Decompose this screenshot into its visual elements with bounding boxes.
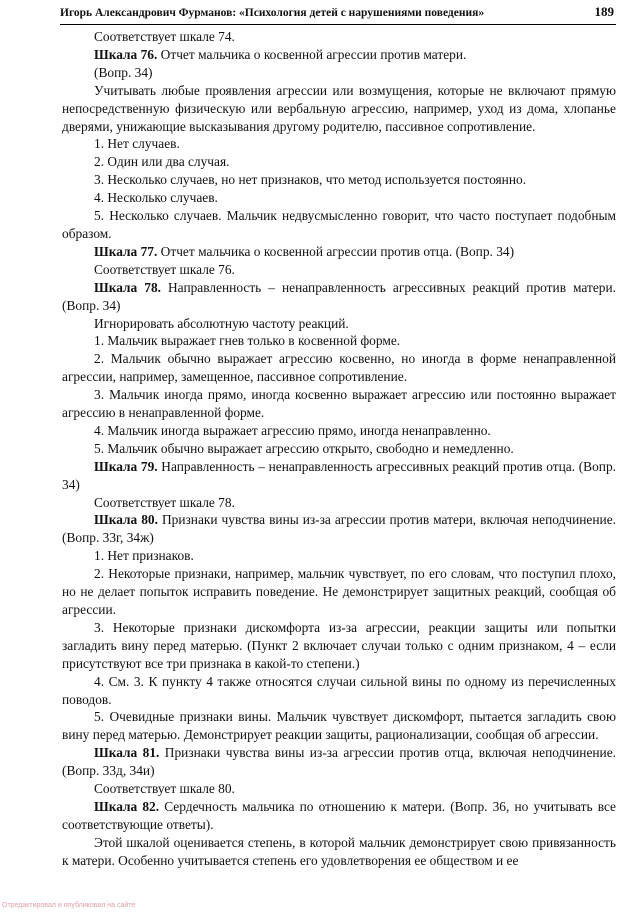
paragraph (62, 422, 616, 440)
paragraph (62, 135, 616, 153)
paragraph (62, 565, 616, 619)
paragraph-text: 3. Мальчик иногда прямо, иногда косвенно выражает агрессию или постоянно выражает агрессию в ненаправленной форме. (62, 387, 616, 421)
scale-label: Шкала 76. (94, 46, 158, 62)
paragraph (62, 708, 616, 744)
paragraph-text: Отчет мальчика о косвенной агрессии против отца. (Вопр. 34) (157, 243, 515, 259)
paragraph (62, 261, 616, 279)
paragraph (62, 619, 616, 673)
paragraph-text: Игнорировать абсолютную частоту реакций. (94, 315, 349, 331)
paragraph (62, 207, 616, 243)
paragraph (62, 494, 616, 512)
paragraph (62, 315, 616, 333)
scale-label: Шкала 79. (94, 458, 158, 474)
paragraph (62, 82, 616, 136)
scale-heading-paragraph (62, 243, 616, 261)
scale-label: Шкала 77. (94, 243, 158, 259)
scale-label: Шкала 81. (94, 745, 160, 761)
paragraph (62, 189, 616, 207)
paragraph (62, 673, 616, 709)
paragraph-text: 1. Мальчик выражает гнев только в косвенной форме. (94, 333, 401, 349)
paragraph (62, 547, 616, 565)
paragraph-text: Признаки чувства вины из-за агрессии против матери, включая неподчинение. (Вопр. 33г, 34ж) (62, 512, 616, 546)
scale-label: Шкала 80. (94, 512, 158, 528)
scale-label: Шкала 82. (94, 798, 160, 814)
scale-heading-paragraph (62, 511, 616, 547)
scale-label: Шкала 78. (94, 279, 161, 295)
paragraph-text: Признаки чувства вины из-за агрессии против отца, включая неподчинение. (Вопр. 33д, 34и) (62, 745, 617, 779)
paragraph-text: (Вопр. 34) (94, 64, 153, 80)
paragraph-text: Сердечность мальчика по отношению к матери. (Вопр. 36, но учитывать все соответствующие ответы). (62, 798, 616, 832)
footer-watermark: Отредактировал и опубликовал на сайте (2, 902, 136, 909)
paragraph-text: Соответствует шкале 76. (94, 261, 235, 277)
paragraph (62, 153, 616, 171)
scale-heading-paragraph (62, 458, 616, 494)
paragraph-text: Направленность – ненаправленность агрессивных реакций против отца. (Вопр. 34) (62, 458, 616, 492)
header-title: Игорь Александрович Фурманов: «Психология детей с нарушениями поведения» (60, 7, 485, 19)
page-number: 189 (594, 4, 614, 19)
paragraph-text: 4. См. 3. К пункту 4 также относятся случаи сильной вины по одному из перечисленных поводов. (62, 673, 616, 707)
paragraph-text: Направленность – ненаправленность агрессивных реакций против матери. (Вопр. 34) (62, 279, 617, 313)
paragraph-text: 5. Мальчик обычно выражает агрессию открыто, свободно и немедленно. (94, 440, 514, 456)
paragraph-text: 2. Некоторые признаки, например, мальчик чувствует, по его словам, что поступил плохо, но не делает попыток исправить поведение. Не демонстрирует защитных реакций, сообщая об агрессии. (62, 566, 616, 617)
paragraph-text: Соответствует шкале 78. (94, 494, 235, 510)
paragraph-text: Соответствует шкале 74. (94, 29, 235, 44)
paragraph-text: Отчет мальчика о косвенной агрессии против матери. (157, 46, 467, 62)
running-header (60, 4, 616, 25)
paragraph (62, 28, 616, 46)
scale-heading-paragraph (62, 798, 616, 834)
paragraph-text: 4. Мальчик иногда выражает агрессию прямо, иногда ненаправленно. (94, 422, 491, 438)
paragraph-text: 5. Очевидные признаки вины. Мальчик чувствует дискомфорт, пытается загладить свою вину перед матерью. Демонстрирует реакции защиты, рационализации, сообщая об агрессии. (62, 709, 616, 743)
body-text (62, 28, 616, 870)
paragraph (62, 780, 616, 798)
paragraph-text: Учитывать любые проявления агрессии или возмущения, которые не включают прямую непосредственную физическую или вербальную агрессию, например, уход из дома, хлопанье дверями, унижающие высказывания другому родителю, пассивное сопротивление. (62, 82, 616, 134)
paragraph-text: Этой шкалой оценивается степень, в которой мальчик демонстрирует свою привязанность к матери. Особенно учитывается степень его удовлетворения ее обществом и ее (62, 834, 616, 868)
paragraph-text: 3. Несколько случаев, но нет признаков, что метод используется постоянно. (94, 172, 527, 188)
scale-heading-paragraph (62, 46, 616, 64)
paragraph-text: 4. Несколько случаев. (94, 190, 218, 206)
scale-heading-paragraph (62, 744, 616, 780)
paragraph (62, 350, 616, 386)
paragraph-text: 2. Мальчик обычно выражает агрессию косвенно, но иногда в форме ненаправленной агрессии, например, замещенное, пассивное сопротивление. (62, 351, 616, 385)
paragraph-text: 1. Нет случаев. (94, 136, 180, 152)
paragraph-text: 1. Нет признаков. (94, 548, 194, 564)
paragraph (62, 64, 616, 82)
scale-heading-paragraph (62, 279, 616, 315)
paragraph (62, 332, 616, 350)
paragraph-text: 2. Один или два случая. (94, 154, 230, 170)
paragraph-text: 5. Несколько случаев. Мальчик недвусмысленно говорит, что часто поступает подобным образом. (62, 208, 616, 241)
paragraph-text: Соответствует шкале 80. (94, 781, 235, 797)
paragraph (62, 440, 616, 458)
paragraph (62, 386, 616, 422)
paragraph (62, 171, 616, 189)
paragraph (62, 834, 616, 870)
paragraph-text: 3. Некоторые признаки дискомфорта из-за агрессии, реакции защиты или попытки загладить вину перед матерью. (Пункт 2 включает случаи только с одним признаком, 4 – если присутствуют все три признака в какой-то степени.) (62, 619, 616, 671)
